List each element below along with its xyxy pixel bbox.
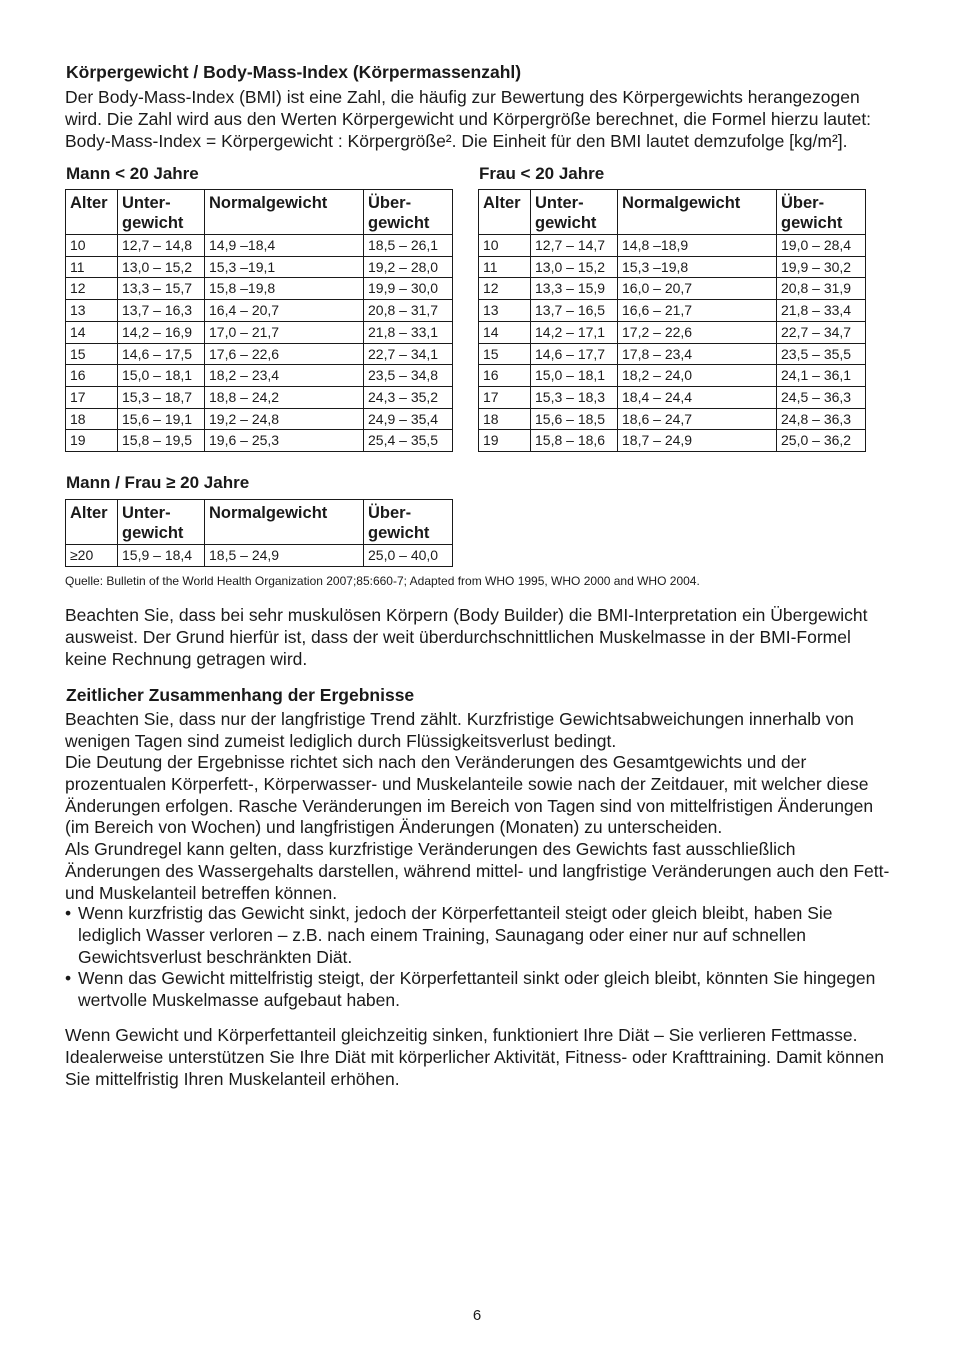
- header-alter: Alter: [479, 190, 531, 235]
- cell-untergewicht: 15,3 – 18,3: [531, 386, 618, 408]
- cell-alter: 10: [479, 235, 531, 257]
- table-row: [479, 386, 866, 408]
- cell-uebergewicht: 23,5 – 35,5: [777, 343, 866, 365]
- table-title-mann: Mann < 20 Jahre: [66, 164, 199, 183]
- cell-alter: 18: [66, 408, 118, 430]
- cell-untergewicht: 15,9 – 18,4: [118, 545, 205, 567]
- cell-normalgewicht: 18,2 – 23,4: [205, 365, 364, 387]
- cell-untergewicht: 13,0 – 15,2: [118, 256, 205, 278]
- bmi-intro-paragraph: Der Body-Mass-Index (BMI) ist eine Zahl, die häufig zur Bewertung des Körpergewichts herangezogen wird. Die Zahl wird aus den Werten Körpergewicht und Körpergröße berechnet, die Formel hierzu lautet: Body-Mass-Index = Körpergewicht : Körpergröße². Die Einheit für den BMI lautet demzufolge [kg/m²].: [65, 87, 872, 151]
- header-alter: Alter: [66, 190, 118, 235]
- cell-normalgewicht: 14,9 –18,4: [205, 235, 364, 257]
- table-row: [479, 256, 866, 278]
- cell-alter: 17: [66, 386, 118, 408]
- cell-normalgewicht: 15,8 –19,8: [205, 278, 364, 300]
- cell-normalgewicht: 18,2 – 24,0: [618, 365, 777, 387]
- cell-uebergewicht: 24,9 – 35,4: [364, 408, 453, 430]
- trend-paragraph: Beachten Sie, dass nur der langfristige Trend zählt. Kurzfristige Gewichtsabweichungen innerhalb von wenigen Tagen sind zumeist lediglich durch Flüssigkeitsverlust bedingt.: [65, 709, 854, 751]
- page-number: 6: [472, 1307, 482, 1324]
- cell-uebergewicht: 19,9 – 30,2: [777, 256, 866, 278]
- cell-normalgewicht: 17,6 – 22,6: [205, 343, 364, 365]
- table-row: [66, 278, 453, 300]
- table-row: [479, 235, 866, 257]
- header-untergewicht: Unter- gewicht: [118, 500, 205, 545]
- cell-untergewicht: 15,6 – 18,5: [531, 408, 618, 430]
- cell-untergewicht: 15,8 – 19,5: [118, 430, 205, 452]
- interpretation-paragraph: Die Deutung der Ergebnisse richtet sich nach den Veränderungen des Gesamtgewichts und der prozentualen Körperfett-, Körperwasser- und Muskelanteile sowie nach der Zeitdauer, mit welcher diese Änderungen erfolgen. Rasche Veränderungen im Bereich von Tagen sind von mittelfristigen Änderungen (im Bereich von Wochen) und langfristigen Änderungen (Monaten) zu unterscheiden.: [65, 752, 874, 838]
- bodybuilder-note: Beachten Sie, dass bei sehr muskulösen Körpern (Body Builder) die BMI-Interpretation ein Übergewicht ausweist. Der Grund hierfür ist, dass der weit überdurchschnittlichen Muskelmasse in der BMI-Formel keine Rechnung getragen wird.: [65, 605, 868, 669]
- list-item: • Wenn das Gewicht mittelfristig steigt, der Körperfettanteil sinkt oder gleich bleibt, könnten Sie hingegen wertvolle Muskelmasse aufgebaut haben.: [65, 968, 895, 1012]
- cell-normalgewicht: 17,8 – 23,4: [618, 343, 777, 365]
- cell-normalgewicht: 18,5 – 24,9: [205, 545, 364, 567]
- cell-normalgewicht: 19,6 – 25,3: [205, 430, 364, 452]
- cell-uebergewicht: 20,8 – 31,7: [364, 300, 453, 322]
- cell-uebergewicht: 25,0 – 40,0: [364, 545, 453, 567]
- cell-alter: 14: [66, 321, 118, 343]
- cell-normalgewicht: 16,6 – 21,7: [618, 300, 777, 322]
- table-body: [66, 235, 453, 452]
- cell-alter: 11: [479, 256, 531, 278]
- cell-alter: 11: [66, 256, 118, 278]
- closing-paragraph: Wenn Gewicht und Körperfettanteil gleichzeitig sinken, funktioniert Ihre Diät – Sie verlieren Fettmasse. Idealerweise unterstützen Sie Ihre Diät mit körperlicher Aktivität, Fitness- oder Krafttraining. Damit können Sie mittelfristig Ihren Muskelanteil erhöhen.: [65, 1025, 884, 1089]
- header-untergewicht: Unter- gewicht: [531, 190, 618, 235]
- cell-uebergewicht: 25,0 – 36,2: [777, 430, 866, 452]
- cell-alter: 12: [479, 278, 531, 300]
- table-title-frau: Frau < 20 Jahre: [479, 164, 605, 183]
- cell-uebergewicht: 24,1 – 36,1: [777, 365, 866, 387]
- table-row: [66, 256, 453, 278]
- cell-alter: ≥20: [66, 545, 118, 567]
- cell-uebergewicht: 25,4 – 35,5: [364, 430, 453, 452]
- cell-untergewicht: 15,0 – 18,1: [531, 365, 618, 387]
- header-alter: Alter: [66, 500, 118, 545]
- table-row: [479, 430, 866, 452]
- cell-normalgewicht: 18,7 – 24,9: [618, 430, 777, 452]
- cell-alter: 19: [479, 430, 531, 452]
- cell-uebergewicht: 21,8 – 33,1: [364, 321, 453, 343]
- bmi-table-adult: [65, 499, 453, 567]
- cell-alter: 16: [66, 365, 118, 387]
- cell-normalgewicht: 15,3 –19,8: [618, 256, 777, 278]
- cell-alter: 14: [479, 321, 531, 343]
- bmi-table-mann: [65, 189, 453, 452]
- table-row: [66, 386, 453, 408]
- header-normalgewicht: Normalgewicht: [618, 190, 777, 235]
- table-row: [66, 321, 453, 343]
- cell-untergewicht: 15,0 – 18,1: [118, 365, 205, 387]
- cell-uebergewicht: 21,8 – 33,4: [777, 300, 866, 322]
- cell-uebergewicht: 24,5 – 36,3: [777, 386, 866, 408]
- table-row: [479, 343, 866, 365]
- cell-uebergewicht: 24,3 – 35,2: [364, 386, 453, 408]
- table-row: [479, 321, 866, 343]
- table-row: [66, 300, 453, 322]
- cell-alter: 18: [479, 408, 531, 430]
- cell-untergewicht: 15,6 – 19,1: [118, 408, 205, 430]
- cell-alter: 15: [66, 343, 118, 365]
- cell-normalgewicht: 17,0 – 21,7: [205, 321, 364, 343]
- list-item: • Wenn kurzfristig das Gewicht sinkt, jedoch der Körperfettanteil steigt oder gleich bleibt, haben Sie lediglich Wasser verloren – z.B. nach einem Training, Saunagang oder einer nur auf schnellen Gewichtsverlust beschränkten Diät.: [65, 903, 895, 968]
- header-uebergewicht: Über- gewicht: [364, 500, 453, 545]
- cell-normalgewicht: 18,4 – 24,4: [618, 386, 777, 408]
- cell-alter: 16: [479, 365, 531, 387]
- cell-normalgewicht: 16,4 – 20,7: [205, 300, 364, 322]
- cell-untergewicht: 13,0 – 15,2: [531, 256, 618, 278]
- table-row: [479, 365, 866, 387]
- cell-normalgewicht: 18,8 – 24,2: [205, 386, 364, 408]
- cell-alter: 10: [66, 235, 118, 257]
- cell-normalgewicht: 14,8 –18,9: [618, 235, 777, 257]
- cell-uebergewicht: 22,7 – 34,7: [777, 321, 866, 343]
- cell-untergewicht: 15,8 – 18,6: [531, 430, 618, 452]
- header-uebergewicht: Über- gewicht: [777, 190, 866, 235]
- cell-untergewicht: 12,7 – 14,7: [531, 235, 618, 257]
- ground-rule-paragraph: Als Grundregel kann gelten, dass kurzfristige Veränderungen des Gewichts fast ausschließlich Änderungen des Wassergehalts darstellen, während mittel- und langfristige Veränderungen auch den Fett- und Muskelanteil betreffen können.: [65, 839, 890, 903]
- cell-normalgewicht: 16,0 – 20,7: [618, 278, 777, 300]
- source-citation: Quelle: Bulletin of the World Health Organization 2007;85:660-7; Adapted from WHO 1995, WHO 2000 and WHO 2004.: [65, 574, 700, 588]
- cell-untergewicht: 13,7 – 16,5: [531, 300, 618, 322]
- table-header-row: [479, 190, 866, 235]
- cell-untergewicht: 12,7 – 14,8: [118, 235, 205, 257]
- table-row: [66, 430, 453, 452]
- cell-alter: 15: [479, 343, 531, 365]
- cell-untergewicht: 13,3 – 15,7: [118, 278, 205, 300]
- cell-untergewicht: 14,6 – 17,7: [531, 343, 618, 365]
- table-header-row: [66, 500, 453, 545]
- cell-alter: 17: [479, 386, 531, 408]
- section-heading-bmi: Körpergewicht / Body-Mass-Index (Körpermassenzahl): [66, 62, 522, 82]
- cell-untergewicht: 14,2 – 16,9: [118, 321, 205, 343]
- table-row: [66, 408, 453, 430]
- cell-uebergewicht: 19,2 – 28,0: [364, 256, 453, 278]
- table-row: [479, 278, 866, 300]
- header-normalgewicht: Normalgewicht: [205, 190, 364, 235]
- cell-uebergewicht: 23,5 – 34,8: [364, 365, 453, 387]
- cell-normalgewicht: 15,3 –19,1: [205, 256, 364, 278]
- cell-uebergewicht: 20,8 – 31,9: [777, 278, 866, 300]
- cell-untergewicht: 13,3 – 15,9: [531, 278, 618, 300]
- table-body: [479, 235, 866, 452]
- cell-uebergewicht: 24,8 – 36,3: [777, 408, 866, 430]
- bullet-list: [65, 903, 895, 1012]
- cell-uebergewicht: 22,7 – 34,1: [364, 343, 453, 365]
- table-row: [66, 235, 453, 257]
- bmi-table-frau: [478, 189, 866, 452]
- cell-alter: 19: [66, 430, 118, 452]
- header-normalgewicht: Normalgewicht: [205, 500, 364, 545]
- cell-untergewicht: 14,6 – 17,5: [118, 343, 205, 365]
- cell-untergewicht: 13,7 – 16,3: [118, 300, 205, 322]
- cell-uebergewicht: 19,0 – 28,4: [777, 235, 866, 257]
- cell-alter: 12: [66, 278, 118, 300]
- cell-uebergewicht: 19,9 – 30,0: [364, 278, 453, 300]
- cell-untergewicht: 14,2 – 17,1: [531, 321, 618, 343]
- cell-normalgewicht: 17,2 – 22,6: [618, 321, 777, 343]
- table-row: [66, 365, 453, 387]
- table-row: [66, 545, 453, 567]
- cell-uebergewicht: 18,5 – 26,1: [364, 235, 453, 257]
- cell-normalgewicht: 19,2 – 24,8: [205, 408, 364, 430]
- table-body: [66, 545, 453, 567]
- cell-untergewicht: 15,3 – 18,7: [118, 386, 205, 408]
- table-title-adult: Mann / Frau ≥ 20 Jahre: [66, 473, 250, 492]
- cell-alter: 13: [479, 300, 531, 322]
- table-header-row: [66, 190, 453, 235]
- cell-alter: 13: [66, 300, 118, 322]
- header-uebergewicht: Über- gewicht: [364, 190, 453, 235]
- table-row: [479, 300, 866, 322]
- table-row: [479, 408, 866, 430]
- cell-normalgewicht: 18,6 – 24,7: [618, 408, 777, 430]
- header-untergewicht: Unter- gewicht: [118, 190, 205, 235]
- section-heading-zeitlich: Zeitlicher Zusammenhang der Ergebnisse: [66, 685, 415, 705]
- table-row: [66, 343, 453, 365]
